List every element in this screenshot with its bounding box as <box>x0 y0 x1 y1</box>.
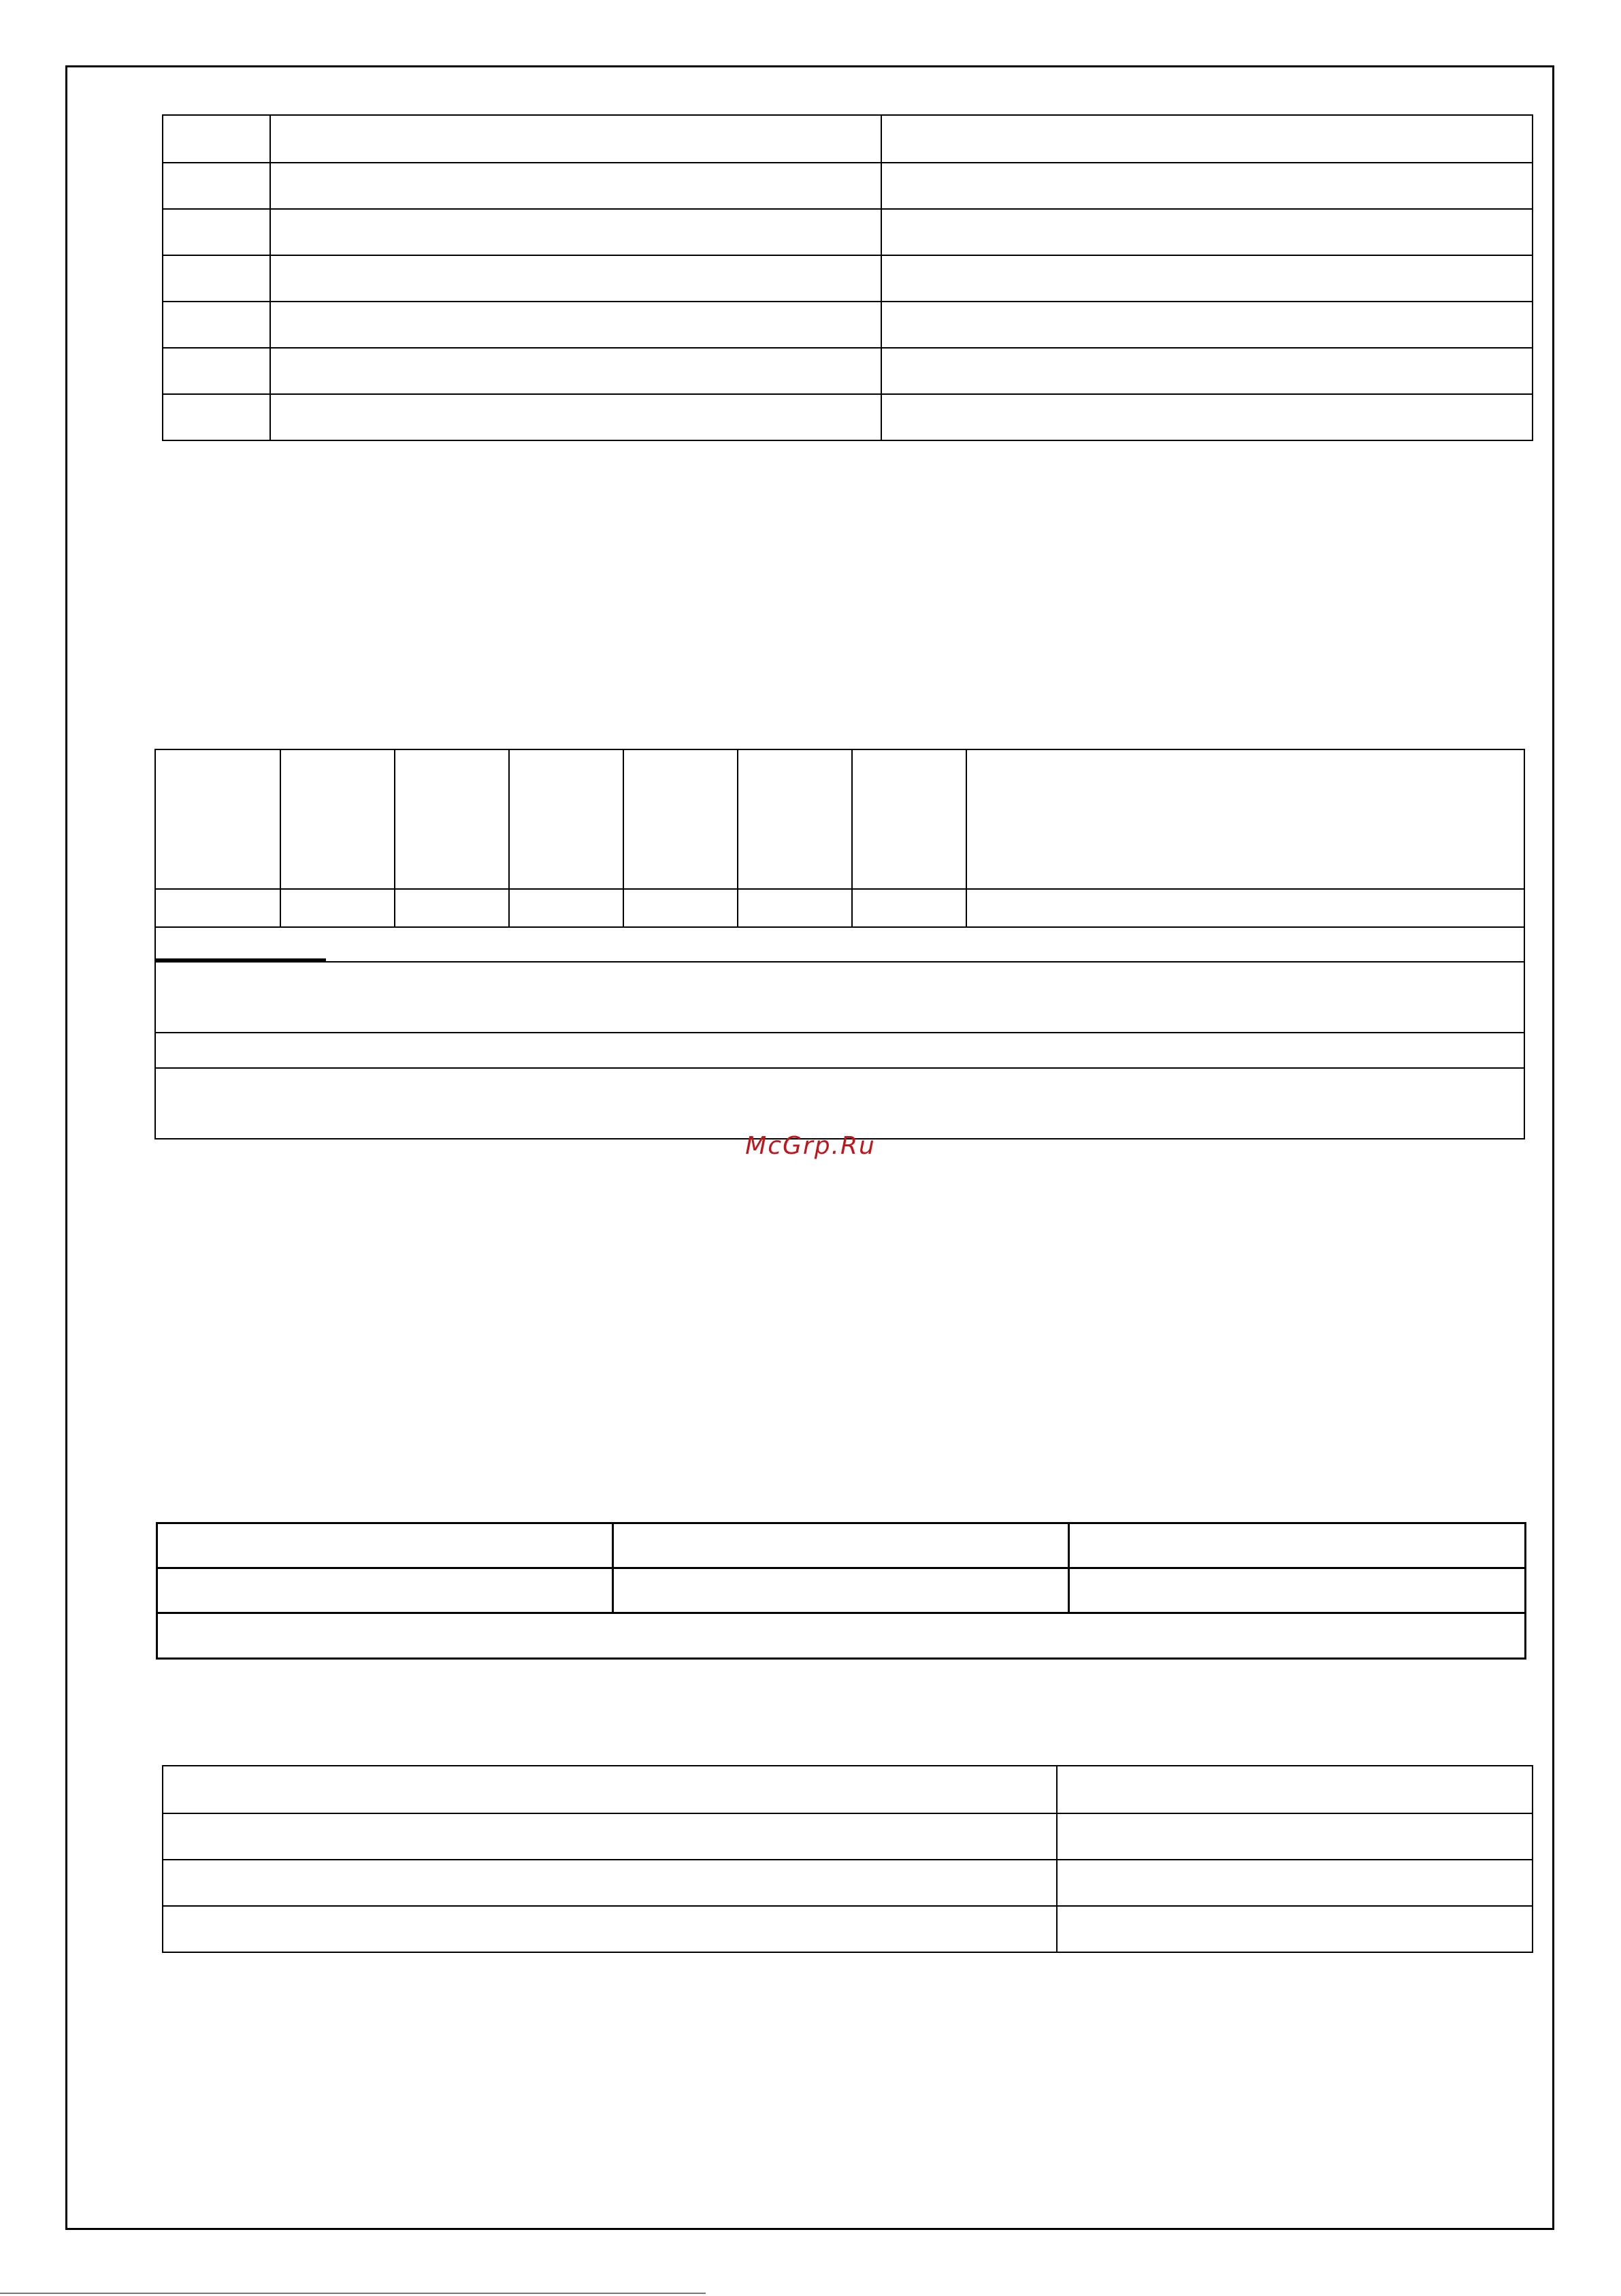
table-row <box>163 1813 1533 1860</box>
table-cell <box>1069 1568 1526 1613</box>
table-cell <box>852 889 966 927</box>
table-cell <box>270 394 881 440</box>
table-cell <box>1057 1766 1533 1813</box>
table-cell <box>155 749 280 889</box>
table-row <box>163 394 1533 440</box>
table-cell <box>163 1813 1057 1860</box>
table-cell <box>163 1766 1057 1813</box>
table-cell <box>395 749 509 889</box>
table-cell <box>270 302 881 348</box>
table-cell <box>270 209 881 255</box>
table-cell <box>280 889 395 927</box>
table-cell <box>852 749 966 889</box>
table-cell <box>163 1860 1057 1906</box>
table-cell <box>163 115 270 163</box>
table-cell <box>155 927 1524 962</box>
table-3 <box>156 1522 1526 1660</box>
table-cell <box>1057 1813 1533 1860</box>
table-row <box>155 749 1524 889</box>
table-cell <box>509 749 623 889</box>
table-cell <box>155 1033 1524 1068</box>
table-row <box>163 255 1533 302</box>
table-cell <box>163 1906 1057 1952</box>
table-cell <box>270 163 881 209</box>
table-2 <box>154 749 1525 1139</box>
table-cell <box>280 749 395 889</box>
table-row <box>155 962 1524 1033</box>
table-cell <box>155 889 280 927</box>
table-cell <box>881 255 1533 302</box>
table-cell <box>155 962 1524 1033</box>
table-cell <box>1057 1860 1533 1906</box>
table-row <box>155 889 1524 927</box>
table-cell <box>881 209 1533 255</box>
table-cell <box>966 889 1524 927</box>
table-cell <box>738 749 852 889</box>
table-row <box>155 1033 1524 1068</box>
table-cell <box>1069 1523 1526 1568</box>
table-cell <box>881 348 1533 394</box>
footnote-separator <box>0 2293 706 2294</box>
table-row <box>163 348 1533 394</box>
table-cell <box>623 889 738 927</box>
table-cell <box>270 348 881 394</box>
table-row <box>155 927 1524 962</box>
table-cell <box>157 1613 1526 1659</box>
table-row <box>155 1068 1524 1139</box>
table-cell <box>155 1068 1524 1139</box>
table-row <box>163 163 1533 209</box>
table-cell <box>881 394 1533 440</box>
table-cell <box>163 163 270 209</box>
table-row <box>163 1860 1533 1906</box>
table-cell <box>270 115 881 163</box>
table-cell <box>881 302 1533 348</box>
table-cell <box>613 1568 1069 1613</box>
table-row <box>163 1906 1533 1952</box>
table-cell <box>157 1568 613 1613</box>
table-cell <box>163 394 270 440</box>
underline-mark <box>156 958 326 961</box>
table-cell <box>163 255 270 302</box>
table-row <box>163 1766 1533 1813</box>
table-cell <box>1057 1906 1533 1952</box>
table-cell <box>395 889 509 927</box>
table-cell <box>623 749 738 889</box>
table-4 <box>162 1765 1533 1953</box>
table-cell <box>738 889 852 927</box>
table-1 <box>162 114 1533 441</box>
table-row <box>157 1613 1526 1659</box>
table-row <box>163 115 1533 163</box>
table-cell <box>966 749 1524 889</box>
table-cell <box>509 889 623 927</box>
table-cell <box>157 1523 613 1568</box>
table-row <box>163 209 1533 255</box>
table-cell <box>881 163 1533 209</box>
table-row <box>163 302 1533 348</box>
watermark-text: McGrp.Ru <box>745 1132 876 1160</box>
table-cell <box>270 255 881 302</box>
table-cell <box>163 348 270 394</box>
table-cell <box>163 302 270 348</box>
table-row <box>157 1523 1526 1568</box>
table-row <box>157 1568 1526 1613</box>
table-cell <box>613 1523 1069 1568</box>
table-cell <box>881 115 1533 163</box>
table-cell <box>163 209 270 255</box>
